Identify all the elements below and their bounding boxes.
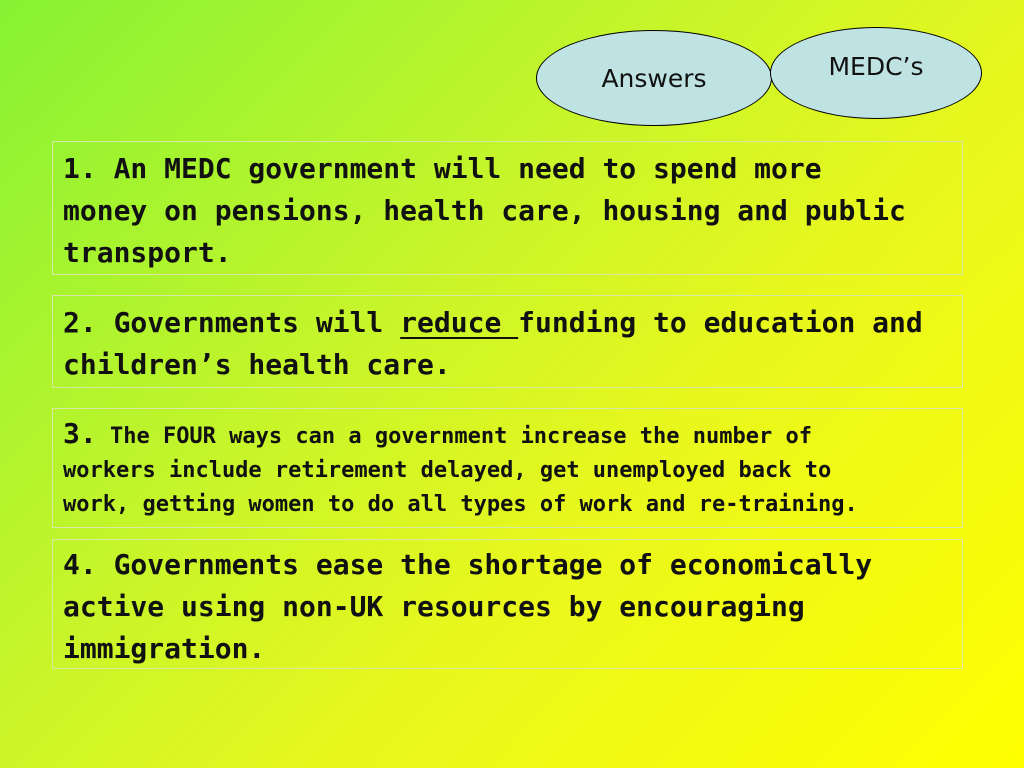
answer-box-3 [52, 408, 963, 528]
answer-1-line-2: money on pensions, health care, housing and public [63, 194, 906, 227]
answer-box-1 [52, 141, 963, 275]
answer-3-line-1-text: The FOUR ways can a government increase the number of [96, 424, 812, 449]
answer-3-line-3: work, getting women to do all types of work and re-training. [63, 492, 858, 517]
answer-3-line-1 [63, 417, 952, 454]
answer-1-line-1: 1. An MEDC government will need to spend more [63, 152, 822, 185]
answer-3-line-2: workers include retirement delayed, get unemployed back to [63, 458, 832, 483]
answer-1-line-3: transport. [63, 236, 232, 269]
medcs-oval[interactable] [770, 27, 982, 119]
answer-4-line-3: immigration. [63, 632, 266, 665]
answer-box-2 [52, 295, 963, 388]
answer-3-number: 3. [63, 417, 97, 450]
answer-4-line-2: active using non-UK resources by encouraging [63, 590, 805, 623]
answer-box-4 [52, 539, 963, 669]
answer-2-prefix: 2. Governments will [63, 306, 401, 339]
answer-2-line-2: children’s health care. [63, 348, 451, 381]
answer-2-line-1 [63, 302, 952, 344]
answer-2-underlined-word: reduce [400, 306, 519, 339]
answers-oval[interactable] [536, 30, 772, 126]
answers-label: Answers [601, 63, 707, 93]
medcs-label: MEDC’s [828, 52, 924, 81]
answer-2-suffix: funding to education and [518, 306, 923, 339]
answer-4-line-1: 4. Governments ease the shortage of economically [63, 548, 873, 581]
